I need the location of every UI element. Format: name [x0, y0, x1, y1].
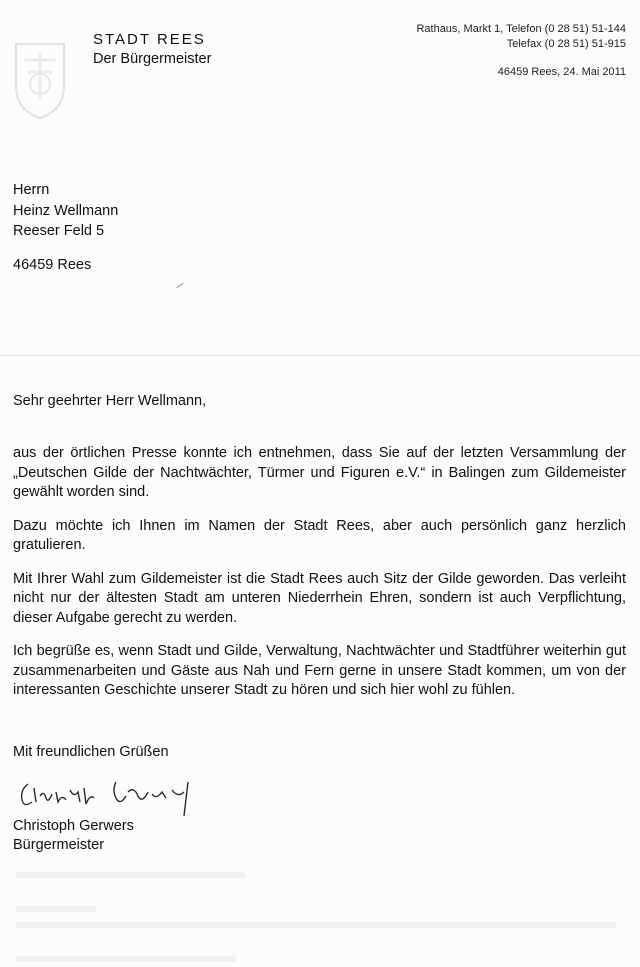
- bleed-through-text: [0, 860, 640, 967]
- paragraph-3: Mit Ihrer Wahl zum Gildemeister ist die Stadt Rees auch Sitz der Gilde geworden. Das verleiht nicht nur der ältesten Stadt am unteren Niederrhein Ehren, sondern ist auch Verpflichtung, dieser Aufgabe gerecht zu werden.: [13, 570, 626, 626]
- paragraph-1: aus der örtlichen Presse konnte ich entnehmen, dass Sie auf der letzten Versammlung der „Deutschen Gilde der Nachtwächter, Türmer und Figuren e.V.“ in Balingen zum Gildemeister gewählt worden sind.: [13, 445, 626, 500]
- city-seal-icon: [10, 38, 70, 122]
- pen-mark: [176, 283, 183, 288]
- signer-block: [13, 817, 134, 855]
- closing: Mit freundlichen Grüßen: [13, 744, 169, 760]
- recipient-city: 46459 Rees: [13, 256, 92, 273]
- fold-line: [0, 355, 640, 356]
- recipient-line1: Herrn: [13, 182, 50, 198]
- letterhead-org-sub: Der Bürgermeister: [93, 51, 212, 67]
- contact-fax: Telefax (0 28 51) 51-915: [506, 38, 626, 50]
- paragraph-2: Dazu möchte ich Ihnen im Namen der Stadt Rees, aber auch persönlich ganz herzlich gratulieren.: [13, 517, 626, 553]
- letter-date: 46459 Rees, 24. Mai 2011: [497, 66, 626, 78]
- recipient-line2: Heinz Wellmann: [13, 202, 119, 219]
- contact-phone: Rathaus, Markt 1, Telefon (0 28 51) 51-144: [416, 23, 626, 35]
- signature-icon: [16, 768, 206, 824]
- recipient-address: [13, 180, 118, 275]
- letterhead-contact: [416, 22, 626, 80]
- salutation: Sehr geehrter Herr Wellmann,: [13, 393, 207, 409]
- recipient-line3: Reeser Feld 5: [13, 223, 105, 239]
- letterhead-org-name: STADT REES: [93, 31, 206, 48]
- signer-title: Bürgermeister: [13, 837, 105, 853]
- paragraph-4: Ich begrüße es, wenn Stadt und Gilde, Verwaltung, Nachtwächter und Stadtführer weiterhin gut zusammenarbeiten und Gäste aus Nah und Fern gerne in unsere Stadt kommen, um von der interessanten Geschichte unserer Stadt zu hören und sich hier wohl zu fühlen.: [13, 643, 626, 698]
- signer-name: Christoph Gerwers: [13, 818, 134, 834]
- letter-body: [13, 444, 626, 715]
